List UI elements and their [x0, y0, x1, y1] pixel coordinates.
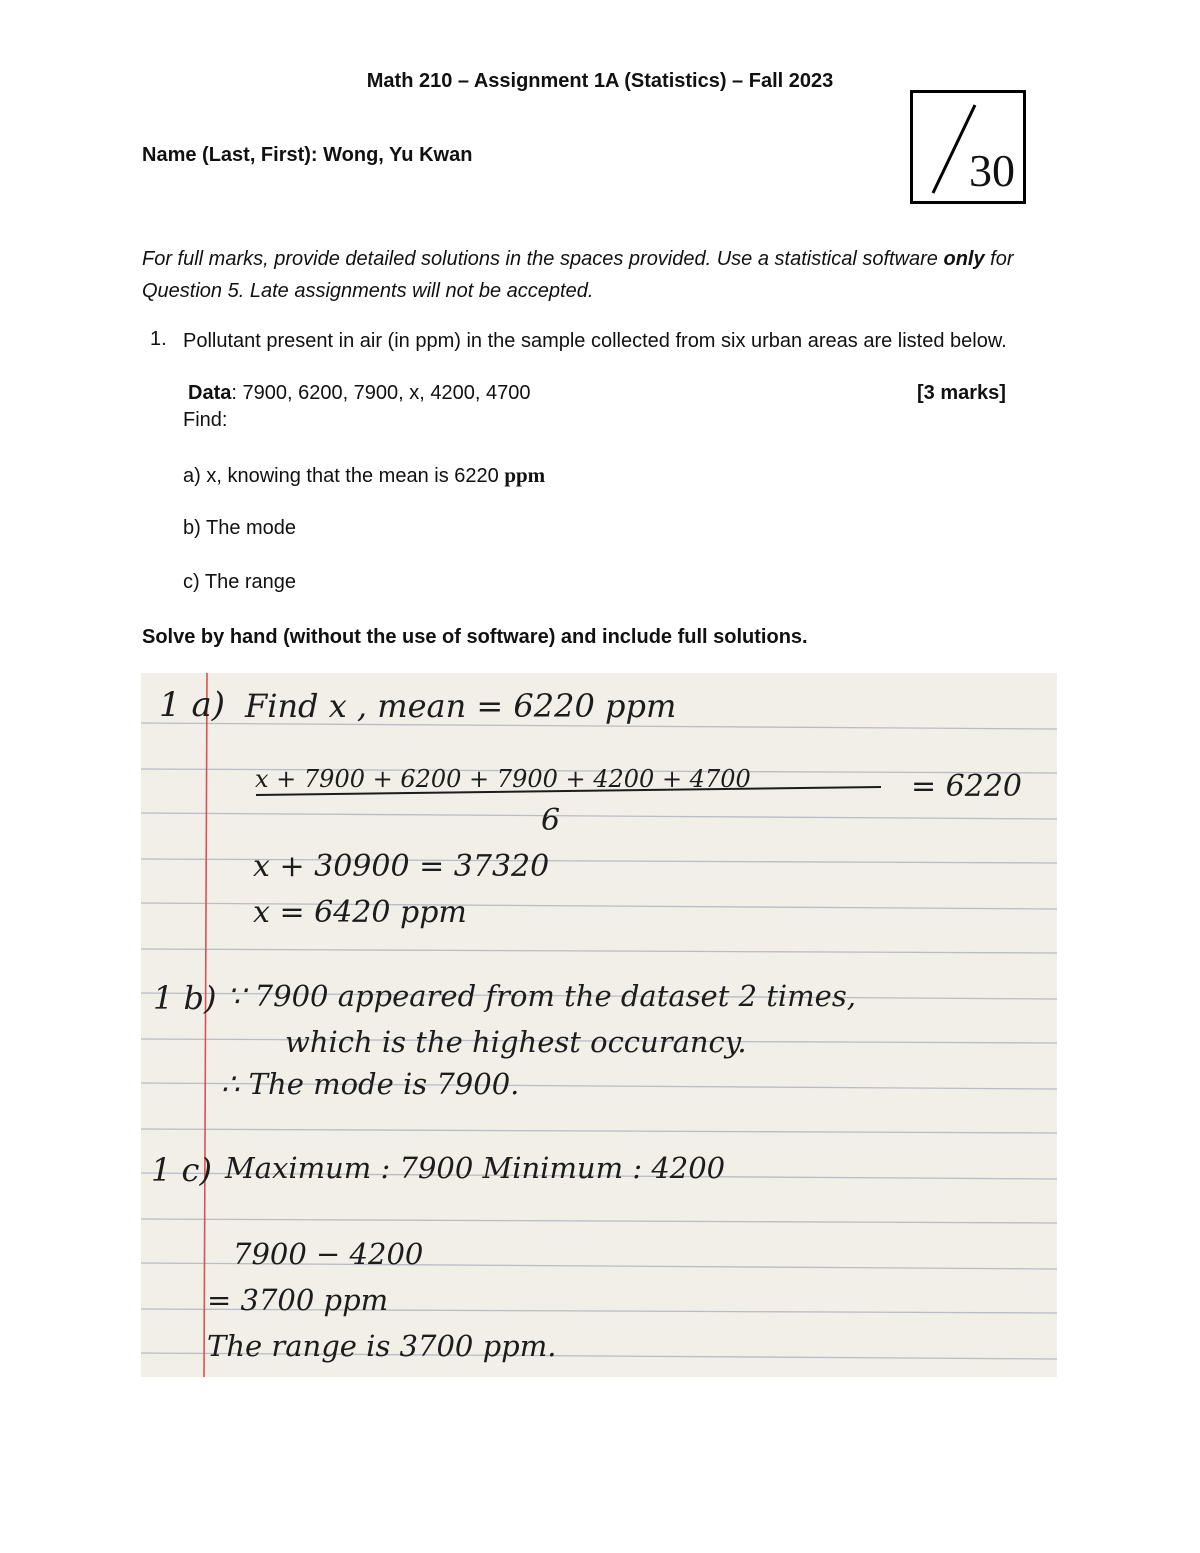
instructions-emphasis: only	[943, 248, 985, 270]
instructions-text-2: for Question 5. Late assignments will not be accepted.	[142, 248, 1014, 302]
question-part-a	[183, 463, 545, 488]
question-find: Find:	[183, 409, 228, 431]
hw-c-line2: 7900 − 4200	[233, 1237, 424, 1271]
assignment-title: Math 210 – Assignment 1A (Statistics) – Fall 2023	[366, 70, 834, 92]
student-name: Name (Last, First): Wong, Yu Kwan	[142, 144, 473, 166]
question-marks: [3 marks]	[917, 382, 1006, 404]
question-data	[188, 382, 531, 405]
part-a-text: a) x, knowing that the mean is 6220	[183, 465, 505, 487]
hw-b-line2: which is the highest occurancy.	[285, 1025, 747, 1059]
hw-a-fraction-denominator: 6	[541, 803, 561, 838]
score-box	[910, 90, 1026, 204]
hw-b-line3: ∴ The mode is 7900.	[221, 1067, 520, 1101]
instructions	[142, 243, 1042, 307]
hw-a-line1: Find x , mean = 6220 ppm	[245, 687, 677, 725]
hw-a-fraction-rhs: = 6220	[911, 769, 1023, 804]
hw-a-line4: x = 6420 ppm	[253, 895, 467, 930]
part-a-unit: ppm	[504, 463, 546, 487]
hw-a-fraction-numerator: x + 7900 + 6200 + 7900 + 4200 + 4700	[255, 765, 751, 793]
question-part-b: b) The mode	[183, 517, 297, 539]
solve-instruction: Solve by hand (without the use of software) and include full solutions.	[142, 626, 808, 648]
hw-c-line4: The range is 3700 ppm.	[207, 1329, 557, 1363]
hw-c-label: 1 c)	[151, 1151, 212, 1189]
score-total: 30	[969, 145, 1015, 196]
hw-a-line3: x + 30900 = 37320	[253, 849, 550, 884]
instructions-text-1: For full marks, provide detailed solutions in the spaces provided. Use a statistical software	[142, 248, 944, 270]
hw-c-line3: = 3700 ppm	[207, 1283, 389, 1317]
data-values: : 7900, 6200, 7900, x, 4200, 4700	[231, 382, 531, 404]
hw-a-label: 1 a)	[159, 685, 225, 725]
question-number: 1.	[150, 328, 167, 350]
hw-c-line1: Maximum : 7900 Minimum : 4200	[225, 1151, 726, 1185]
hw-b-label: 1 b)	[153, 979, 217, 1017]
handwritten-solution-photo	[141, 673, 1057, 1377]
question-part-c: c) The range	[183, 571, 297, 593]
question-text: Pollutant present in air (in ppm) in the sample collected from six urban areas are listed below.	[183, 330, 1007, 352]
hw-b-line1: ∵ 7900 appeared from the dataset 2 times,	[227, 979, 856, 1013]
data-label: Data	[188, 382, 232, 404]
